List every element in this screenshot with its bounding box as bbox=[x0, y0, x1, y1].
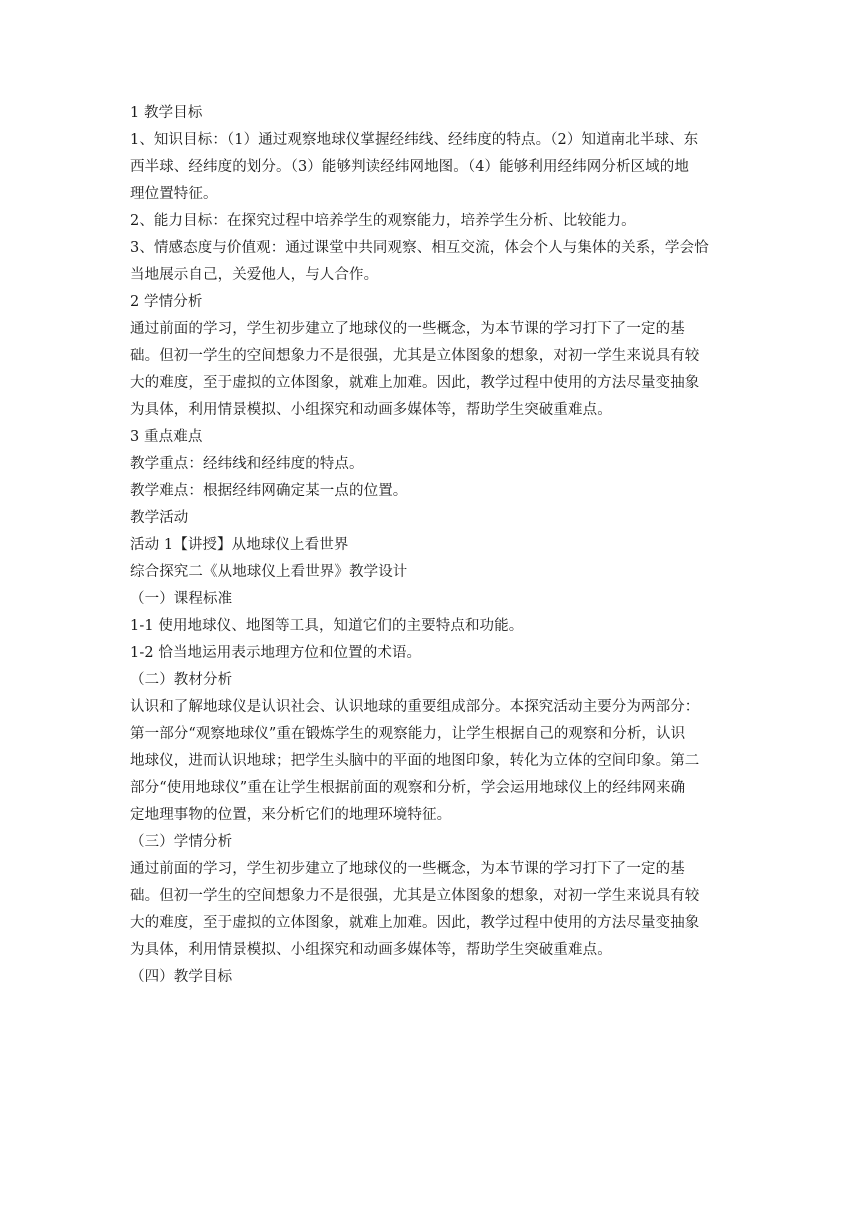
text-line: 定地理事物的位置，来分析它们的地理环境特征。 bbox=[130, 807, 452, 823]
design-title: 综合探究二《从地球仪上看世界》教学设计 bbox=[130, 564, 408, 580]
text-line: 2、能力目标：在探究过程中培养学生的观察能力，培养学生分析、比较能力。 bbox=[130, 213, 636, 229]
text-line: 大的难度，至于虚拟的立体图象，就难上加难。因此，教学过程中使用的方法尽量变抽象 bbox=[130, 915, 700, 931]
text-line: 当地展示自己，关爱他人，与人合作。 bbox=[130, 267, 379, 283]
text-line: 通过前面的学习，学生初步建立了地球仪的一些概念，为本节课的学习打下了一定的基 bbox=[130, 321, 685, 337]
heading-student-analysis: 2 学情分析 bbox=[130, 294, 203, 310]
text-line: 地球仪，进而认识地球；把学生头脑中的平面的地图印象，转化为立体的空间印象。第二 bbox=[130, 753, 700, 769]
text-line: 西半球、经纬度的划分。（3）能够判读经纬网地图。（4）能够利用经纬网分析区域的地 bbox=[130, 159, 689, 175]
activity-title: 活动 1【讲授】从地球仪上看世界 bbox=[130, 537, 349, 553]
text-line: 部分“使用地球仪”重在让学生根据前面的观察和分析，学会运用地球仪上的经纬网来确 bbox=[130, 780, 686, 796]
text-line: 1-1 使用地球仪、地图等工具，知道它们的主要特点和功能。 bbox=[130, 618, 524, 634]
text-line: 为具体，利用情景模拟、小组探究和动画多媒体等，帮助学生突破重难点。 bbox=[130, 402, 612, 418]
text-line: 为具体，利用情景模拟、小组探究和动画多媒体等，帮助学生突破重难点。 bbox=[130, 942, 612, 958]
section-curriculum-standard: （一）课程标准 bbox=[130, 591, 233, 607]
text-line: 教学难点：根据经纬网确定某一点的位置。 bbox=[130, 483, 408, 499]
text-line: 1-2 恰当地运用表示地理方位和位置的术语。 bbox=[130, 645, 422, 661]
text-line: 认识和了解地球仪是认识社会、认识地球的重要组成部分。本探究活动主要分为两部分： bbox=[130, 699, 700, 715]
text-line: 通过前面的学习，学生初步建立了地球仪的一些概念，为本节课的学习打下了一定的基 bbox=[130, 861, 685, 877]
text-line: 1、知识目标：（1）通过观察地球仪掌握经纬线、经纬度的特点。（2）知道南北半球、东 bbox=[130, 132, 699, 148]
text-line: 大的难度，至于虚拟的立体图象，就难上加难。因此，教学过程中使用的方法尽量变抽象 bbox=[130, 375, 700, 391]
section-textbook-analysis: （二）教材分析 bbox=[130, 672, 233, 688]
text-line: 础。但初一学生的空间想象力不是很强，尤其是立体图象的想象，对初一学生来说具有较 bbox=[130, 348, 700, 364]
heading-teaching-goals: 1 教学目标 bbox=[130, 105, 203, 121]
text-line: 理位置特征。 bbox=[130, 186, 218, 202]
text-line: 3、情感态度与价值观：通过课堂中共同观察、相互交流，体会个人与集体的关系，学会恰 bbox=[130, 240, 709, 256]
text-line: 础。但初一学生的空间想象力不是很强，尤其是立体图象的想象，对初一学生来说具有较 bbox=[130, 888, 700, 904]
text-line: 教学重点：经纬线和经纬度的特点。 bbox=[130, 456, 364, 472]
section-teaching-goals: （四）教学目标 bbox=[130, 969, 233, 985]
section-student-analysis: （三）学情分析 bbox=[130, 834, 233, 850]
text-line: 第一部分“观察地球仪”重在锻炼学生的观察能力，让学生根据自己的观察和分析，认识 bbox=[130, 726, 686, 742]
document-page bbox=[130, 100, 730, 991]
heading-key-points: 3 重点难点 bbox=[130, 429, 203, 445]
heading-teaching-activities: 教学活动 bbox=[130, 510, 189, 526]
